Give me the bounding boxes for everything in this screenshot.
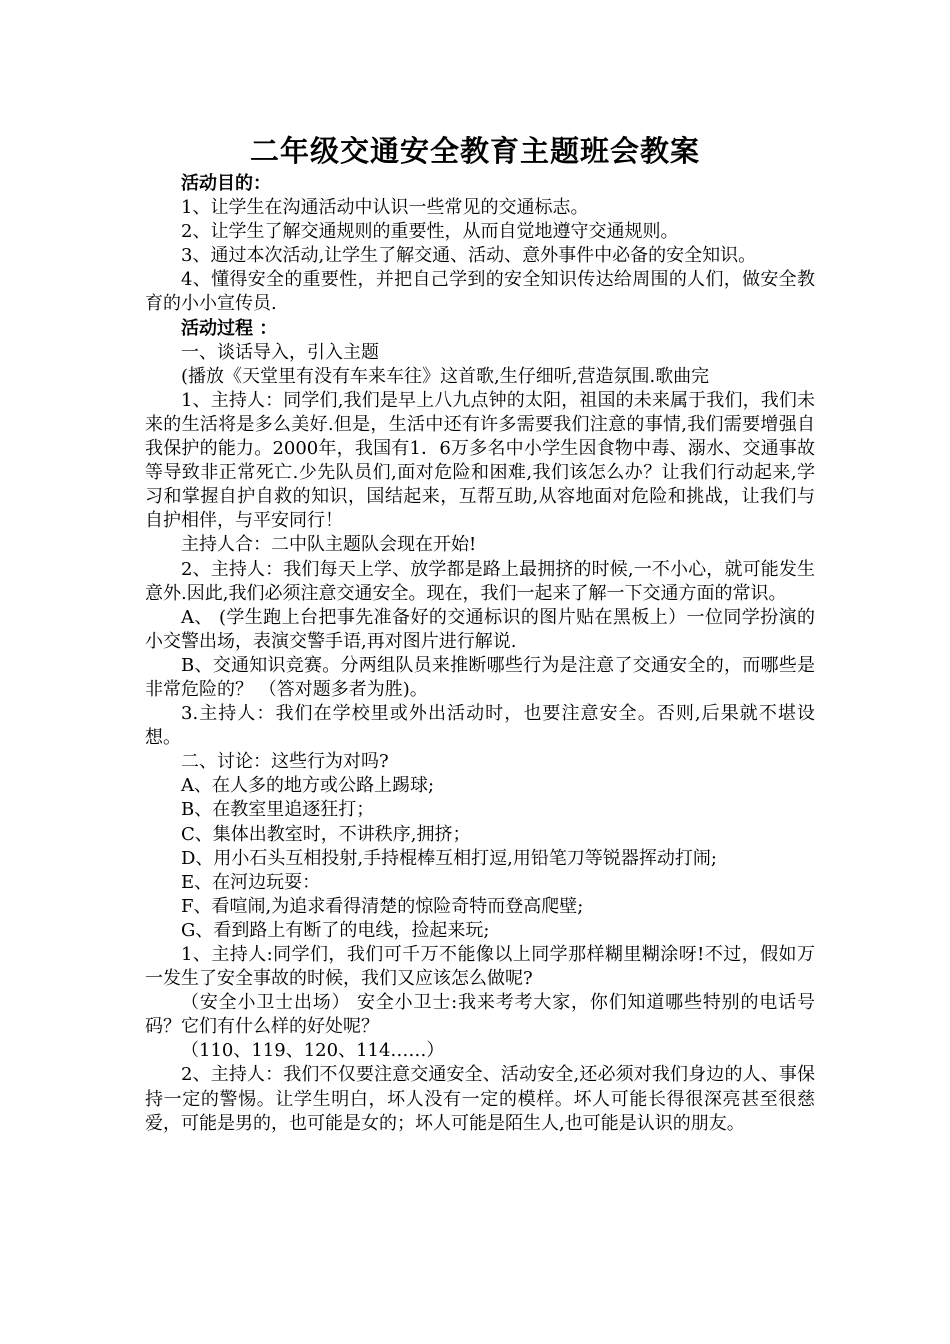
paragraph: 二、讨论：这些行为对吗? — [181, 751, 389, 773]
paragraph: (播放《天堂里有没有车来车往》这首歌,生仔细听,营造氛围.歌曲完 — [181, 365, 710, 387]
list-item: C、集体出教室时，不讲秩序,拥挤； — [181, 823, 471, 845]
paragraph: 1、让学生在沟通活动中认识一些常见的交通标志。 — [181, 197, 589, 219]
list-item: F、看喧闹,为追求看得清楚的惊险奇特而登高爬壁; — [181, 895, 584, 917]
paragraph: 2、让学生了解交通规则的重要性，从而自觉地遵守交通规则。 — [181, 221, 679, 243]
list-item: A、在人多的地方或公路上踢球; — [181, 775, 435, 797]
paragraph: 主持人合：二中队主题队会现在开始! — [181, 534, 477, 556]
paragraph: 3、通过本次活动,让学生了解交通、活动、意外事件中必备的安全知识。 — [181, 245, 757, 267]
paragraph: 4、懂得安全的重要性，并把自己学到的安全知识传达给周围的人们，做安全教育的小小宣传员. — [145, 269, 815, 315]
paragraph: 2、主持人：我们每天上学、放学都是路上最拥挤的时候,一不小心，就可能发生意外.因此,我们必须注意交通安全。现在，我们一起来了解一下交通方面的常识。 — [145, 558, 815, 604]
paragraph: 1、主持人：同学们,我们是早上八九点钟的太阳，祖国的未来属于我们，我们未来的生活将是多么美好.但是，生活中还有许多需要我们注意的事情,我们需要增强自我保护的能力。2000年，我国有1．6万多名中小学生因食物中毒、溺水、交通事故等导致非正常死亡.少先队员们,面对危险和困难,我们该怎么办？让我们行动起来,学习和掌握自护自救的知识，国结起来，互帮互助,从容地面对危险和挑战，让我们与自护相伴，与平安同行！ — [145, 389, 815, 532]
list-item: B、在教室里追逐狂打； — [181, 799, 375, 821]
section-heading-process: 活动过程 ： — [181, 317, 278, 339]
document-title: 二年级交通安全教育主题班会教案 — [249, 134, 700, 168]
paragraph: 2、主持人：我们不仅要注意交通安全、活动安全,还必须对我们身边的人、事保持一定的警惕。让学生明白，坏人没有一定的模样。坏人可能长得很深亮甚至很慈爱，可能是男的，也可能是女的；坏人可能是陌生人,也可能是认识的朋友。 — [145, 1064, 815, 1134]
list-item: D、用小石头互相投射,手持棍棒互相打逗,用铅笔刀等锐器挥动打闹; — [181, 847, 717, 869]
paragraph: （安全小卫士出场） 安全小卫士:我来考考大家，你们知道哪些特别的电话号码？它们有什么样的好处呢？ — [145, 992, 815, 1038]
paragraph: B、交通知识竞赛。分两组队员来推断哪些行为是注意了交通安全的，而哪些是非常危险的？ （答对题多者为胜)。 — [145, 654, 815, 700]
document-body — [145, 172, 815, 1136]
list-item: G、看到路上有断了的电线，捡起来玩; — [181, 919, 490, 941]
paragraph: 1、主持人:同学们，我们可千万不能像以上同学那样糊里糊涂呀!不过，假如万一发生了安全事故的时候，我们又应该怎么做呢? — [145, 944, 815, 990]
section-heading-purpose: 活动目的： — [181, 173, 271, 194]
paragraph: （110、119、120、114……） — [181, 1040, 445, 1062]
paragraph: 一、谈话导入，引入主题 — [181, 341, 379, 363]
paragraph: 3.主持人：我们在学校里或外出活动时，也要注意安全。否则,后果就不堪设想。 — [145, 703, 815, 749]
paragraph: A、 (学生跑上台把事先准备好的交通标识的图片贴在黑板上）一位同学扮演的小交警出场，表演交警手语,再对图片进行解说. — [145, 606, 815, 652]
list-item: E、在河边玩耍： — [181, 871, 321, 893]
